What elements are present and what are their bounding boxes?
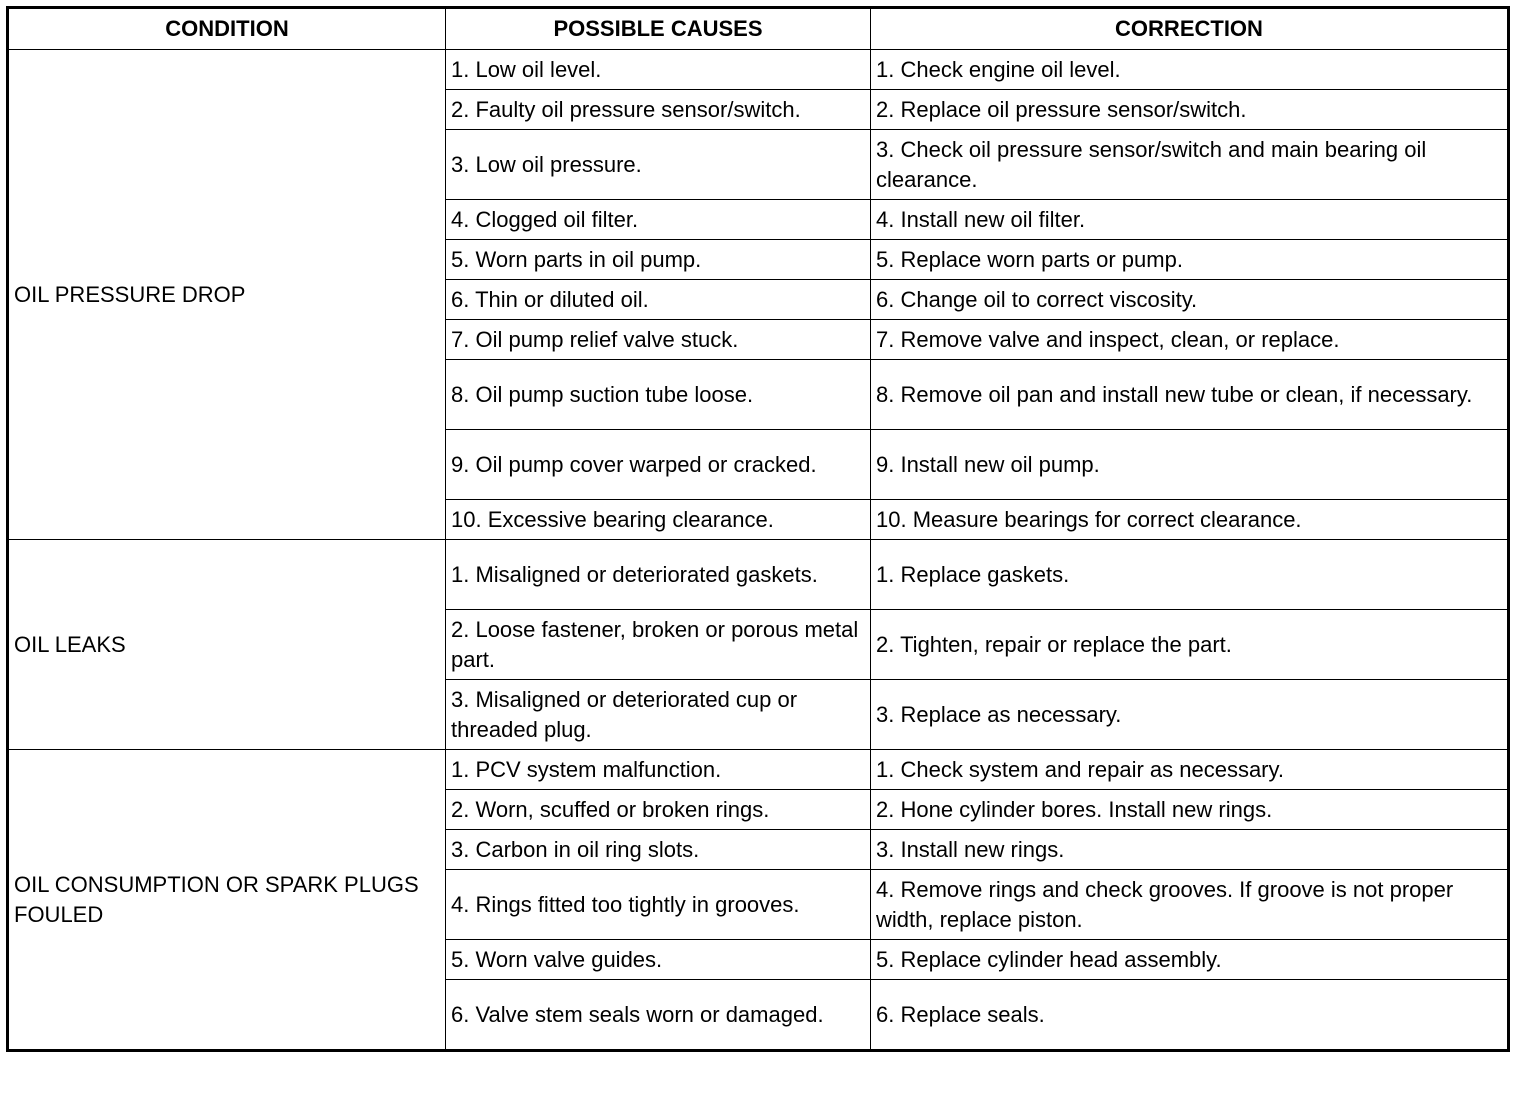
header-correction: CORRECTION <box>871 8 1509 50</box>
cause-cell: 3. Carbon in oil ring slots. <box>446 830 871 870</box>
correction-cell: 6. Change oil to correct viscosity. <box>871 280 1509 320</box>
table-row <box>8 540 1509 610</box>
cause-cell: 2. Faulty oil pressure sensor/switch. <box>446 90 871 130</box>
correction-cell: 9. Install new oil pump. <box>871 430 1509 500</box>
correction-cell: 3. Check oil pressure sensor/switch and main bearing oil clearance. <box>871 130 1509 200</box>
correction-cell: 2. Replace oil pressure sensor/switch. <box>871 90 1509 130</box>
header-possible-causes: POSSIBLE CAUSES <box>446 8 871 50</box>
cause-cell: 5. Worn valve guides. <box>446 940 871 980</box>
correction-cell: 1. Check engine oil level. <box>871 50 1509 90</box>
correction-cell: 1. Replace gaskets. <box>871 540 1509 610</box>
cause-cell: 4. Rings fitted too tightly in grooves. <box>446 870 871 940</box>
cause-cell: 7. Oil pump relief valve stuck. <box>446 320 871 360</box>
correction-cell: 2. Hone cylinder bores. Install new rings. <box>871 790 1509 830</box>
correction-cell: 5. Replace cylinder head assembly. <box>871 940 1509 980</box>
correction-cell: 3. Replace as necessary. <box>871 680 1509 750</box>
correction-cell: 5. Replace worn parts or pump. <box>871 240 1509 280</box>
correction-cell: 10. Measure bearings for correct clearance. <box>871 500 1509 540</box>
header-condition: CONDITION <box>8 8 446 50</box>
cause-cell: 3. Misaligned or deteriorated cup or threaded plug. <box>446 680 871 750</box>
cause-cell: 6. Thin or diluted oil. <box>446 280 871 320</box>
cause-cell: 2. Worn, scuffed or broken rings. <box>446 790 871 830</box>
correction-cell: 4. Install new oil filter. <box>871 200 1509 240</box>
correction-cell: 6. Replace seals. <box>871 980 1509 1051</box>
cause-cell: 9. Oil pump cover warped or cracked. <box>446 430 871 500</box>
cause-cell: 5. Worn parts in oil pump. <box>446 240 871 280</box>
correction-cell: 4. Remove rings and check grooves. If groove is not proper width, replace piston. <box>871 870 1509 940</box>
diagnosis-table <box>6 6 1510 1052</box>
cause-cell: 1. Low oil level. <box>446 50 871 90</box>
table-row <box>8 50 1509 90</box>
cause-cell: 3. Low oil pressure. <box>446 130 871 200</box>
correction-cell: 8. Remove oil pan and install new tube or clean, if necessary. <box>871 360 1509 430</box>
table-row <box>8 750 1509 790</box>
correction-cell: 7. Remove valve and inspect, clean, or replace. <box>871 320 1509 360</box>
correction-cell: 1. Check system and repair as necessary. <box>871 750 1509 790</box>
cause-cell: 6. Valve stem seals worn or damaged. <box>446 980 871 1051</box>
condition-cell: OIL LEAKS <box>8 540 446 750</box>
header-row <box>8 8 1509 50</box>
cause-cell: 1. PCV system malfunction. <box>446 750 871 790</box>
cause-cell: 4. Clogged oil filter. <box>446 200 871 240</box>
cause-cell: 1. Misaligned or deteriorated gaskets. <box>446 540 871 610</box>
correction-cell: 2. Tighten, repair or replace the part. <box>871 610 1509 680</box>
condition-cell: OIL CONSUMPTION OR SPARK PLUGS FOULED <box>8 750 446 1051</box>
cause-cell: 10. Excessive bearing clearance. <box>446 500 871 540</box>
cause-cell: 8. Oil pump suction tube loose. <box>446 360 871 430</box>
correction-cell: 3. Install new rings. <box>871 830 1509 870</box>
condition-cell: OIL PRESSURE DROP <box>8 50 446 540</box>
cause-cell: 2. Loose fastener, broken or porous metal part. <box>446 610 871 680</box>
